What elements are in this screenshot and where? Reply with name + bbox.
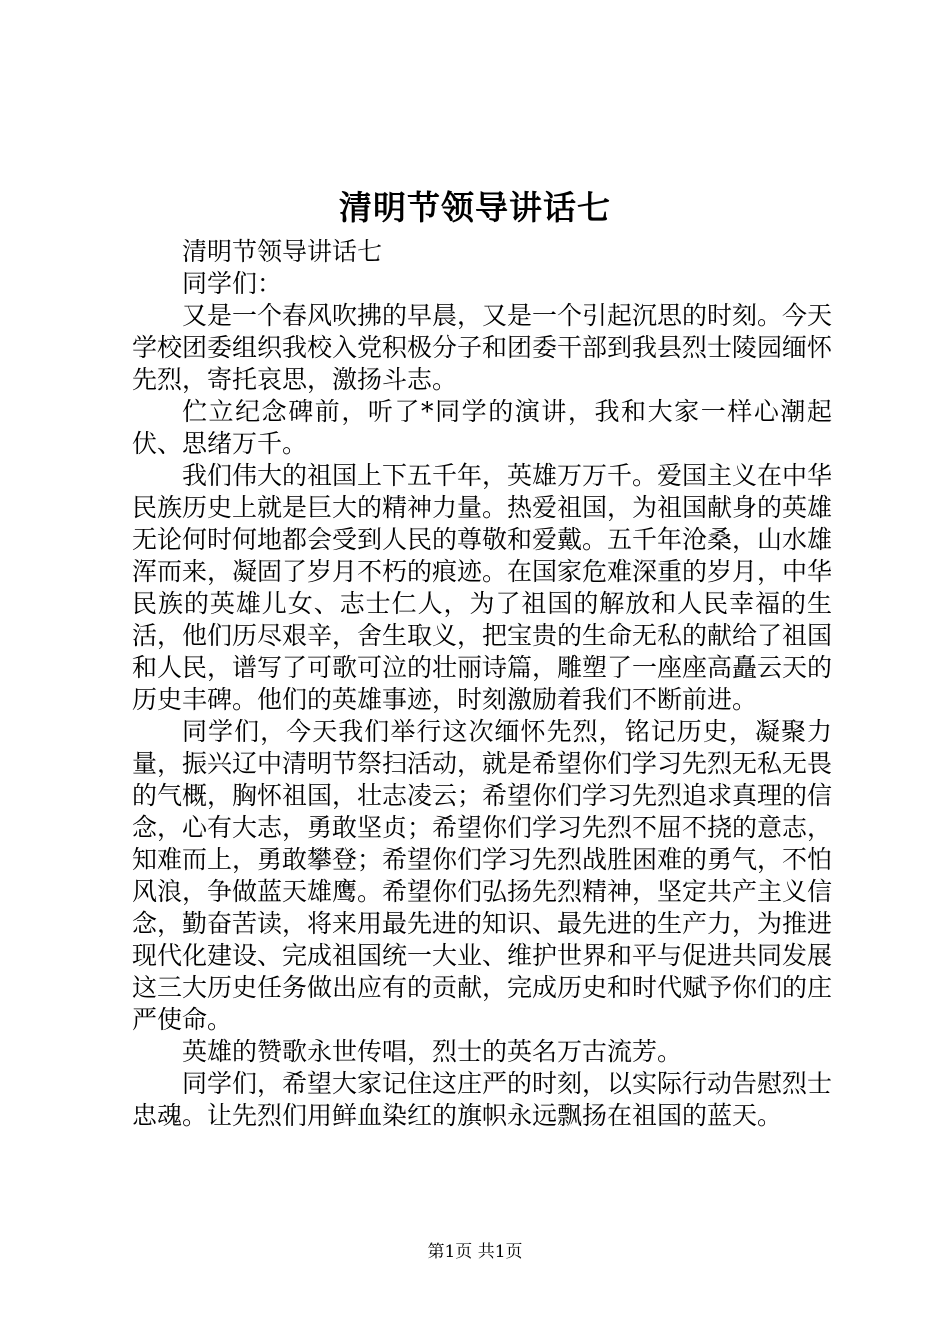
page-footer: 第1页 共1页	[427, 1242, 523, 1262]
paragraph: 伫立纪念碑前，听了*同学的演讲，我和大家一样心潮起伏、思绪万千。	[132, 397, 832, 458]
paragraph-closing: 同学们，希望大家记住这庄严的时刻，以实际行动告慰烈士忠魂。让先烈们用鲜血染红的旗帜永远飘扬在祖国的蓝天。	[132, 1069, 833, 1130]
document-title: 清明节领导讲话七	[339, 188, 611, 227]
paragraph: 又是一个春风吹拂的早晨，又是一个引起沉思的时刻。今天学校团委组织我校入党积极分子和团委干部到我县烈士陵园缅怀先烈，寄托哀思，激扬斗志。	[132, 301, 833, 394]
paragraph: 我们伟大的祖国上下五千年，英雄万万千。爱国主义在中华民族历史上就是巨大的精神力量。热爱祖国，为祖国献身的英雄无论何时何地都会受到人民的尊敬和爱戴。五千年沧桑，山水雄浑而来，凝固了岁月不朽的痕迹。在国家危难深重的岁月，中华民族的英雄儿女、志士仁人，为了祖国的解放和人民幸福的生活，他们历尽艰辛，舍生取义，把宝贵的生命无私的献给了祖国和人民，谱写了可歌可泣的壮丽诗篇，雕塑了一座座高矗云天的历史丰碑。他们的英雄事迹，时刻激励着我们不断前进。	[132, 461, 833, 714]
paragraph-subtitle: 清明节领导讲话七	[182, 237, 383, 266]
paragraph: 同学们，今天我们举行这次缅怀先烈，铭记历史，凝聚力量，振兴辽中清明节祭扫活动，就是希望你们学习先烈无私无畏的气概，胸怀祖国，壮志凌云；希望你们学习先烈追求真理的信念，心有大志，勇敢坚贞；希望你们学习先烈不屈不挠的意志，知难而上，勇敢攀登；希望你们学习先烈战胜困难的勇气，不怕风浪，争做蓝天雄鹰。希望你们弘扬先烈精神，坚定共产主义信念，勤奋苦读，将来用最先进的知识、最先进的生产力，为推进现代化建设、完成祖国统一大业、维护世界和平与促进共同发展这三大历史任务做出应有的贡献，完成历史和时代赋予你们的庄严使命。	[132, 717, 833, 1034]
paragraph-salutation: 同学们：	[182, 269, 283, 298]
paragraph: 英雄的赞歌永世传唱，烈士的英名万古流芳。	[182, 1037, 683, 1066]
document-body	[132, 236, 832, 1132]
